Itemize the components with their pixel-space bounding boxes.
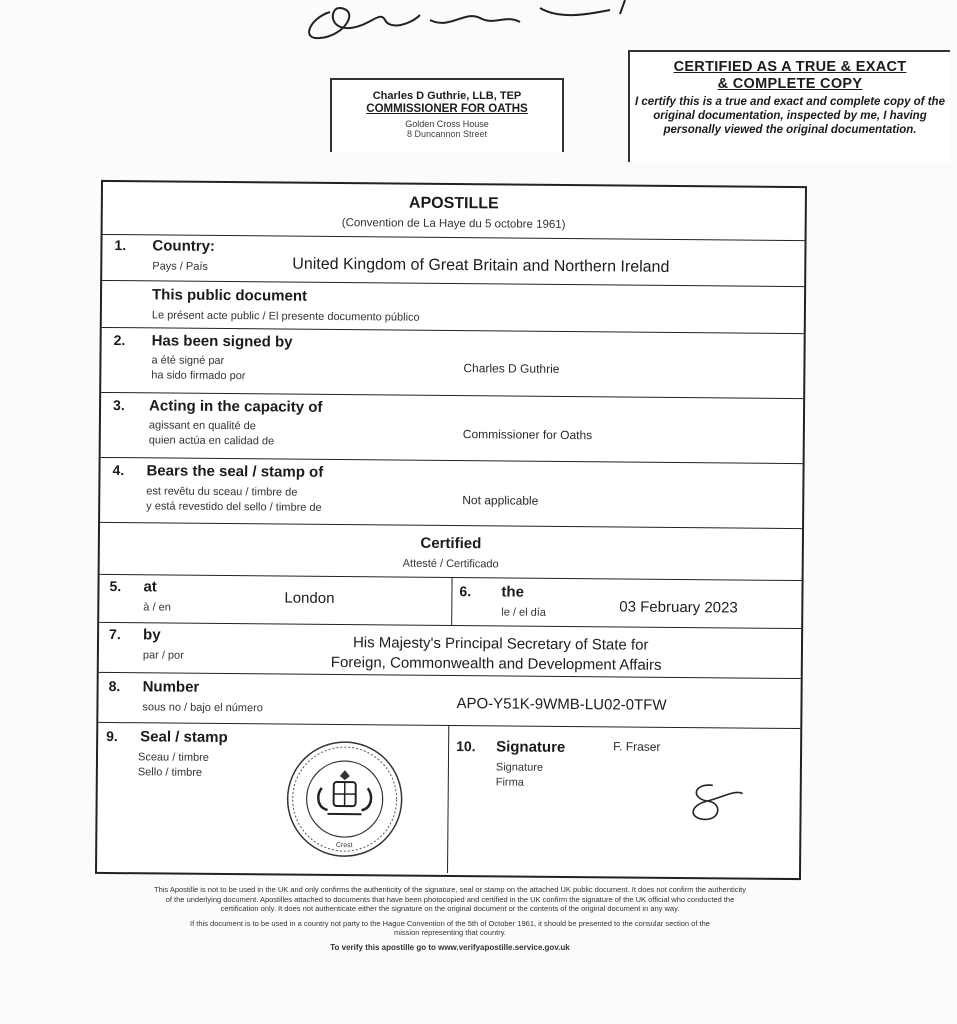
- commissioner-title: COMMISSIONER FOR OATHS: [366, 103, 528, 115]
- field-number: 1.: [114, 237, 127, 254]
- signature-sub-1: Signature: [495, 761, 544, 774]
- commissioner-address-2: 8 Duncannon Street: [406, 129, 488, 139]
- row-divider: [99, 672, 801, 679]
- at-sub: à / en: [143, 601, 171, 614]
- field-number: 2.: [113, 332, 126, 349]
- seal-of-sub-1: est revêtu du sceau / timbre de: [146, 485, 298, 499]
- field-number: 9.: [106, 727, 118, 745]
- official-seal-icon: [283, 738, 406, 861]
- capacity-sub-2: quien actúa en calidad de: [148, 434, 275, 448]
- seal-of-value: Not applicable: [462, 493, 539, 508]
- field-number: 6.: [459, 583, 472, 600]
- public-document-label: This public document: [151, 286, 308, 305]
- seal-of-label: Bears the seal / stamp of: [146, 462, 324, 481]
- certified-heading-2: & COMPLETE COPY: [717, 76, 863, 92]
- commissioner-stamp: [330, 78, 564, 152]
- apostille-certificate: [95, 180, 807, 880]
- public-document-sub: Le présent acte public / El presente documento público: [151, 309, 420, 324]
- col-divider: [451, 577, 452, 625]
- handwritten-signature-icon: [682, 777, 752, 828]
- the-value: 03 February 2023: [619, 598, 738, 617]
- seal-stamp-sub-1: Sceau / timbre: [137, 751, 209, 764]
- capacity-label: Acting in the capacity of: [148, 397, 323, 416]
- certified-body: I certify this is a true and exact and complete copy of the original documentation, inspected by me, I having personally viewed the original documentation.: [635, 96, 945, 136]
- by-label: by: [142, 626, 161, 644]
- country-value: United Kingdom of Great Britain and Northern Ireland: [292, 255, 670, 276]
- commissioner-address-1: Golden Cross House: [405, 119, 489, 129]
- apostille-convention: (Convention de La Haye du 5 octobre 1961): [341, 217, 566, 231]
- field-number: 5.: [109, 578, 122, 595]
- capacity-sub-1: agissant en qualité de: [148, 419, 256, 433]
- certified-heading-1: CERTIFIED AS A TRUE & EXACT: [673, 59, 907, 75]
- seal-stamp-sub-2: Sello / timbre: [137, 766, 203, 779]
- signature-sub-2: Firma: [495, 776, 524, 789]
- signed-by-value: Charles D Guthrie: [463, 361, 560, 376]
- handwritten-signature-top: [290, 0, 650, 50]
- seal-crest-text: Crest: [335, 842, 353, 850]
- signed-by-label: Has been signed by: [151, 332, 293, 351]
- signature-label: Signature: [496, 738, 566, 757]
- col-divider: [447, 725, 449, 873]
- country-sub: Pays / País: [152, 260, 208, 273]
- capacity-value: Commissioner for Oaths: [462, 427, 593, 443]
- signed-by-sub-2: ha sido firmado por: [151, 369, 246, 383]
- apostille-number-value: APO-Y51K-9WMB-LU02-0TFW: [456, 695, 667, 714]
- footer-paragraph-1: This Apostille is not to be used in the UK and only confirms the authenticity of the signature, seal or stamp on the attached UK public document. It does not confirm the authenticity of the underlying document. Apostilles attached to documents that have been photocopied and certified in the UK confirm the signature of the UK official who conducted the certification only. It does not authenticate either the signature on the original document or the contents of the original document in any way.: [154, 885, 746, 913]
- field-number: 7.: [109, 626, 121, 643]
- number-sub: sous no / bajo el número: [142, 701, 263, 715]
- seal-of-sub-2: y está revestido del sello / timbre de: [146, 500, 322, 514]
- by-sub: par / por: [142, 649, 184, 662]
- apostille-footer: [150, 885, 750, 952]
- footer-verify-link: To verify this apostille go to www.verifyapostille.service.gov.uk: [330, 942, 570, 952]
- field-number: 4.: [112, 462, 125, 479]
- field-number: 10.: [456, 738, 476, 755]
- commissioner-name: Charles D Guthrie, LLB, TEP: [372, 90, 522, 102]
- certified-copy-stamp: [628, 50, 950, 162]
- apostille-title: APOSTILLE: [408, 194, 499, 213]
- footer-paragraph-2: If this document is to be used in a country not party to the Hague Convention of the 5th of October 1961, it should be presented to the consular section of the mission representing that country.: [190, 918, 710, 937]
- certified-sub: Attesté / Certificado: [402, 557, 499, 571]
- signed-by-sub-1: a été signé par: [151, 354, 225, 368]
- the-label: the: [501, 583, 525, 601]
- row-divider: [100, 522, 802, 529]
- at-label: at: [143, 578, 157, 596]
- certified-label: Certified: [420, 534, 482, 553]
- by-value-2: Foreign, Commonwealth and Development Affairs: [330, 653, 662, 674]
- at-value: London: [284, 589, 335, 607]
- seal-stamp-label: Seal / stamp: [140, 728, 228, 747]
- the-sub: le / el día: [501, 606, 546, 619]
- row-divider: [99, 622, 801, 629]
- signature-value: F. Fraser: [613, 739, 661, 754]
- by-value-1: His Majesty's Principal Secretary of State for: [352, 634, 649, 654]
- number-label: Number: [142, 678, 200, 696]
- field-number: 8.: [108, 678, 121, 695]
- field-number: 3.: [113, 397, 125, 414]
- country-label: Country:: [152, 237, 216, 255]
